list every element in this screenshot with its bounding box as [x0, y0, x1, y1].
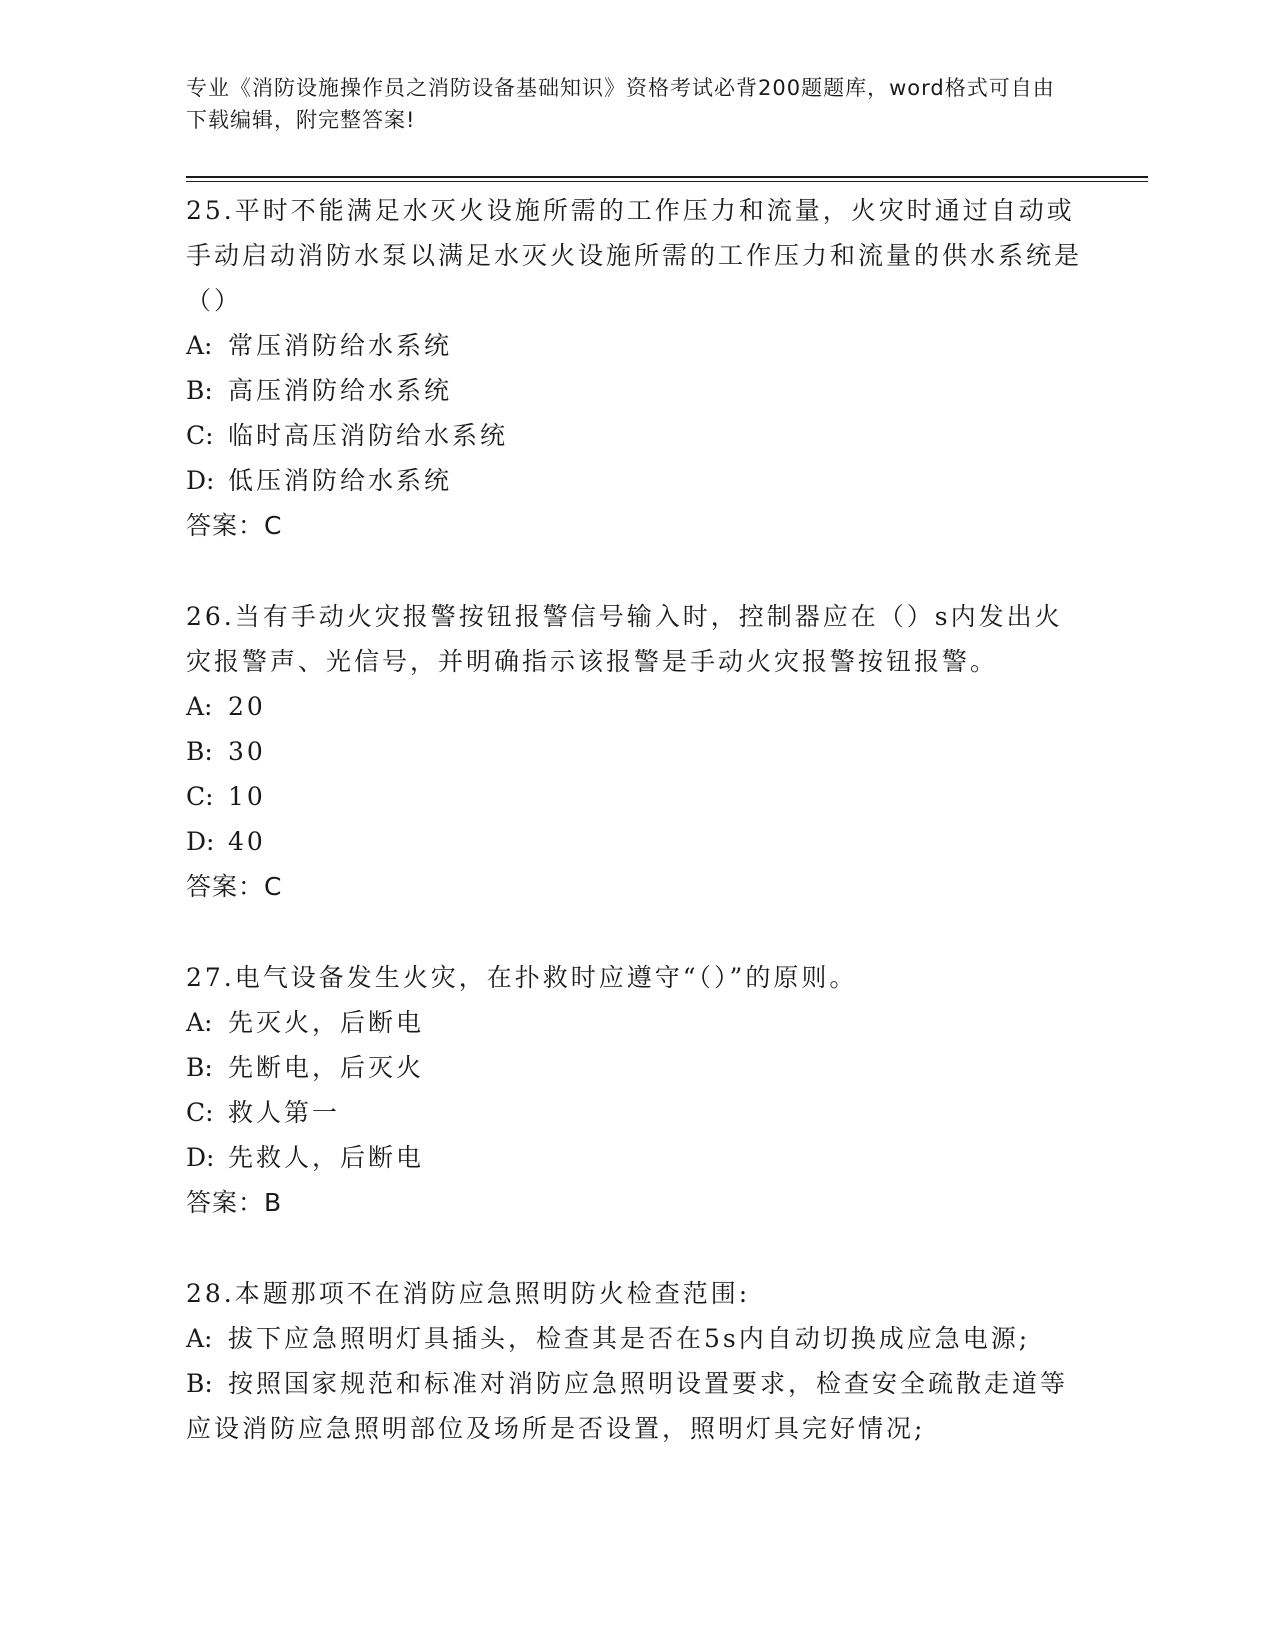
option-text: 拔下应急照明灯具插头，检查其是否在5s内自动切换成应急电源;: [228, 1324, 1031, 1353]
option-c: [186, 413, 1086, 458]
option-a: [186, 323, 1086, 368]
question-text: 28.本题那项不在消防应急照明防火检查范围:: [186, 1279, 751, 1308]
header-divider-thick: [186, 176, 1148, 178]
option-a: [186, 1316, 1086, 1361]
question-text: 26.当有手动火灾报警按钮报警信号输入时，控制器应在（）s内发出火灾报警声、光信号，并明确指示该报警是手动火灾报警按钮报警。: [186, 602, 1063, 676]
option-b: [186, 1361, 1086, 1451]
option-text: 常压消防给水系统: [228, 331, 453, 360]
option-text: 救人第一: [228, 1098, 341, 1127]
option-d: [186, 458, 1086, 503]
option-text: 先救人，后断电: [228, 1143, 425, 1172]
option-b: [186, 368, 1086, 413]
option-letter: C:: [186, 782, 214, 811]
option-letter: A:: [186, 331, 213, 360]
option-text: 低压消防给水系统: [228, 466, 453, 495]
option-c: [186, 774, 1086, 819]
option-letter: A:: [186, 1324, 213, 1353]
option-letter: C:: [186, 421, 214, 450]
question-text: 25.平时不能满足水灭火设施所需的工作压力和流量，火灾时通过自动或手动启动消防水泵以满足水灭火设施所需的工作压力和流量的供水系统是（）: [186, 196, 1083, 315]
option-text: 30: [228, 737, 266, 766]
option-letter: D:: [186, 1143, 215, 1172]
option-letter: D:: [186, 466, 215, 495]
option-letter: B:: [186, 737, 213, 766]
header-divider-thin: [186, 181, 1148, 182]
option-letter: D:: [186, 827, 215, 856]
question-28: [186, 1271, 1086, 1451]
option-letter: A:: [186, 1008, 213, 1037]
option-text: 20: [228, 692, 266, 721]
question-text: 27.电气设备发生火灾，在扑救时应遵守“（）”的原则。: [186, 963, 858, 992]
question-list: [186, 188, 1086, 1496]
document-header: 专业《消防设施操作员之消防设备基础知识》资格考试必背200题题库，word格式可自由下载编辑，附完整答案!: [186, 76, 1055, 132]
question-25: [186, 188, 1086, 549]
option-a: [186, 684, 1086, 729]
option-b: [186, 729, 1086, 774]
question-27: [186, 955, 1086, 1226]
option-text: 高压消防给水系统: [228, 376, 453, 405]
answer-line: 答案：B: [186, 1188, 283, 1217]
option-text: 40: [228, 827, 266, 856]
option-d: [186, 819, 1086, 864]
answer-line: 答案：C: [186, 872, 283, 901]
option-text: 临时高压消防给水系统: [228, 421, 509, 450]
question-26: [186, 594, 1086, 910]
option-text: 10: [228, 782, 266, 811]
option-a: [186, 1000, 1086, 1045]
option-letter: B:: [186, 1369, 213, 1398]
answer-line: 答案：C: [186, 511, 283, 540]
option-text: 先断电，后灭火: [228, 1053, 425, 1082]
option-d: [186, 1135, 1086, 1180]
option-text: 按照国家规范和标准对消防应急照明设置要求，检查安全疏散走道等应设消防应急照明部位及场所是否设置，照明灯具完好情况;: [186, 1369, 1069, 1443]
option-b: [186, 1045, 1086, 1090]
option-letter: A:: [186, 692, 213, 721]
option-text: 先灭火，后断电: [228, 1008, 425, 1037]
option-letter: B:: [186, 376, 213, 405]
option-c: [186, 1090, 1086, 1135]
option-letter: B:: [186, 1053, 213, 1082]
option-letter: C:: [186, 1098, 214, 1127]
